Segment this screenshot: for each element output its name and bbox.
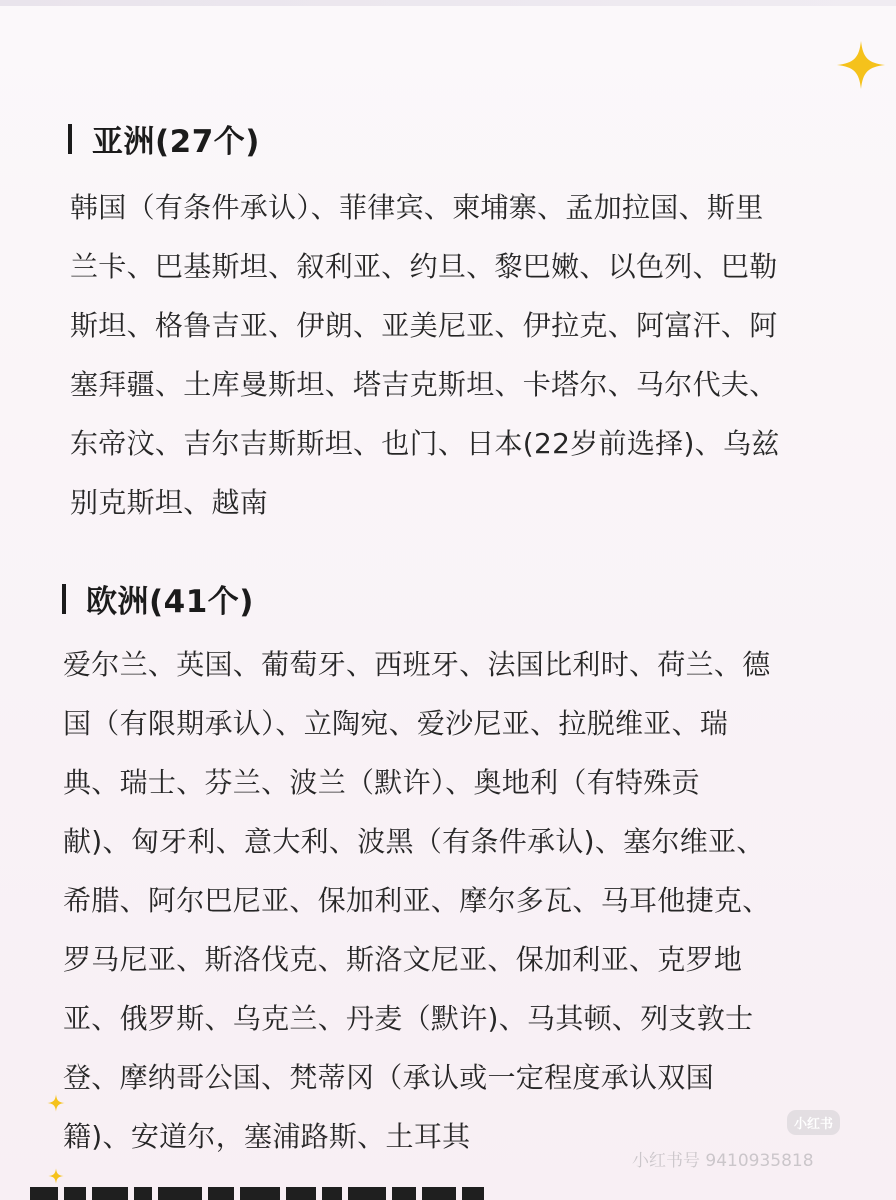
europe-heading-text: 欧洲(41个) [86,584,254,620]
heading-bar [68,124,72,154]
cropped-next-heading [0,1186,896,1200]
sparkle-icon [47,1094,65,1112]
top-band [0,0,896,6]
asia-heading-text: 亚洲(27个) [92,124,260,160]
asia-country-list: 韩国（有条件承认）、菲律宾、柬埔寨、孟加拉国、斯里 兰卡、巴基斯坦、叙利亚、约旦、黎巴嫩、以色列、巴勒 斯坦、格鲁吉亚、伊朗、亚美尼亚、伊拉克、阿富汗、阿 塞拜疆、土库曼斯坦、塔吉克斯坦、卡塔尔、马尔代夫、 东帝汶、吉尔吉斯斯坦、也门、日本(22岁前选择)、乌兹 别克斯坦、越南 [70,191,780,519]
sparkle-icon [836,40,886,90]
heading-bar [62,584,66,614]
asia-heading [68,116,260,161]
europe-country-list: 爱尔兰、英国、葡萄牙、西班牙、法国比利时、荷兰、德 国（有限期承认）、立陶宛、爱沙尼亚、拉脱维亚、瑞 典、瑞士、芬兰、波兰（默许）、奥地利（有特殊贡 献)、匈牙利、意大利、波黑（有条件承认)、塞尔维亚、 希腊、阿尔巴尼亚、保加利亚、摩尔多瓦、马耳他捷克、 罗马尼亚、斯洛伐克、斯洛文尼亚、保加利亚、克罗地 亚、俄罗斯、乌克兰、丹麦（默许)、马其顿、列支敦士 登、摩纳哥公国、梵蒂冈（承认或一定程度承认双国 籍)、安道尔，塞浦路斯、土耳其 [63,648,771,1153]
europe-heading [62,576,254,621]
watermark-id: 小红书号 9410935818 [632,1151,814,1171]
sparkle-icon [48,1168,64,1184]
watermark-logo: 小红书 [787,1110,840,1135]
